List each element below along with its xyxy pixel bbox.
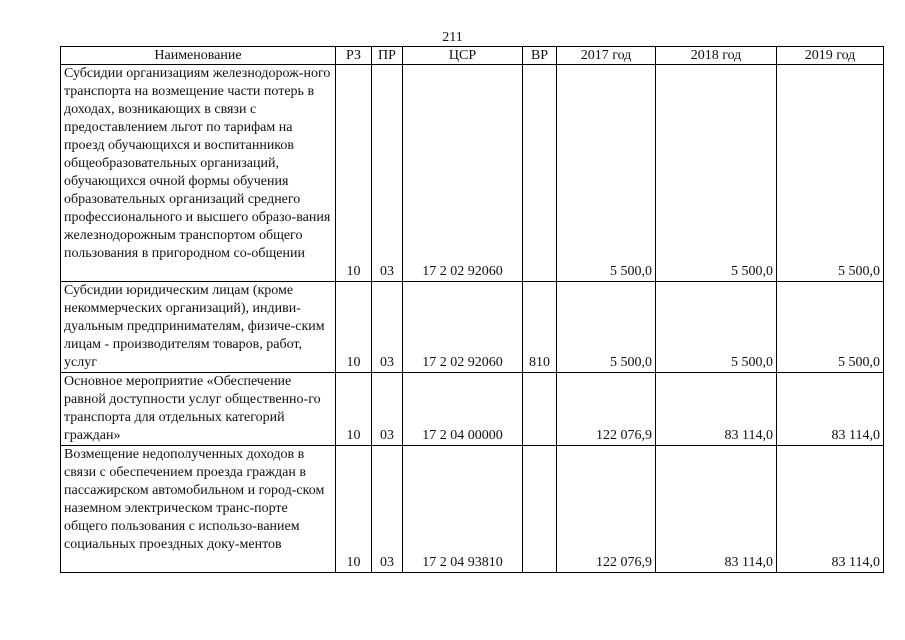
row-vr: [523, 373, 557, 446]
budget-table: [60, 46, 884, 573]
row-name: Субсидии юридическим лицам (кроме некоммерческих организаций), индиви-дуальным предпринимателям, физиче-ским лицам - производителям товаров, работ, услуг: [61, 282, 336, 373]
row-pr: 03: [372, 373, 403, 446]
row-2018: 5 500,0: [656, 65, 777, 282]
row-vr: [523, 65, 557, 282]
table-row: [61, 282, 884, 373]
row-rz: 10: [336, 282, 372, 373]
row-pr: 03: [372, 446, 403, 573]
row-vr: [523, 446, 557, 573]
header-2018: 2018 год: [656, 47, 777, 65]
row-2018: 83 114,0: [656, 446, 777, 573]
row-pr: 03: [372, 282, 403, 373]
table-row: [61, 65, 884, 282]
row-2018: 83 114,0: [656, 373, 777, 446]
table-row: [61, 446, 884, 573]
row-csr: 17 2 04 93810: [403, 446, 523, 573]
row-name: Возмещение недополученных доходов в связи с обеспечением проезда граждан в пассажирском автомобильном и город-ском наземном электрическом транс-порте общего пользования с использо-ванием социальных проездных доку-ментов: [61, 446, 336, 573]
row-name: Основное мероприятие «Обеспечение равной доступности услуг общественно-го транспорта для отдельных категорий граждан»: [61, 373, 336, 446]
row-2017: 5 500,0: [557, 65, 656, 282]
header-vr: ВР: [523, 47, 557, 65]
row-2019: 5 500,0: [777, 65, 884, 282]
row-vr: 810: [523, 282, 557, 373]
row-pr: 03: [372, 65, 403, 282]
table-row: [61, 373, 884, 446]
row-csr: 17 2 04 00000: [403, 373, 523, 446]
row-rz: 10: [336, 446, 372, 573]
header-2017: 2017 год: [557, 47, 656, 65]
row-name: Субсидии организациям железнодорож-ного транспорта на возмещение части потерь в доходах, возникающих в связи с предоставлением льгот по тарифам на проезд обучающихся и воспитанников общеобразовательных организаций, обучающихся очной формы обучения образовательных организаций среднего профессионального и высшего образо-вания железнодорожным транспортом общего пользования в пригородном со-общении: [61, 65, 336, 282]
header-name: Наименование: [61, 47, 336, 65]
header-2019: 2019 год: [777, 47, 884, 65]
row-2018: 5 500,0: [656, 282, 777, 373]
row-2019: 5 500,0: [777, 282, 884, 373]
row-rz: 10: [336, 373, 372, 446]
row-2019: 83 114,0: [777, 373, 884, 446]
header-rz: РЗ: [336, 47, 372, 65]
row-2017: 5 500,0: [557, 282, 656, 373]
row-rz: 10: [336, 65, 372, 282]
header-row: [61, 47, 884, 65]
header-csr: ЦСР: [403, 47, 523, 65]
row-2017: 122 076,9: [557, 446, 656, 573]
row-2017: 122 076,9: [557, 373, 656, 446]
header-pr: ПР: [372, 47, 403, 65]
row-csr: 17 2 02 92060: [403, 282, 523, 373]
page-number: 211: [442, 30, 463, 45]
row-2019: 83 114,0: [777, 446, 884, 573]
row-csr: 17 2 02 92060: [403, 65, 523, 282]
